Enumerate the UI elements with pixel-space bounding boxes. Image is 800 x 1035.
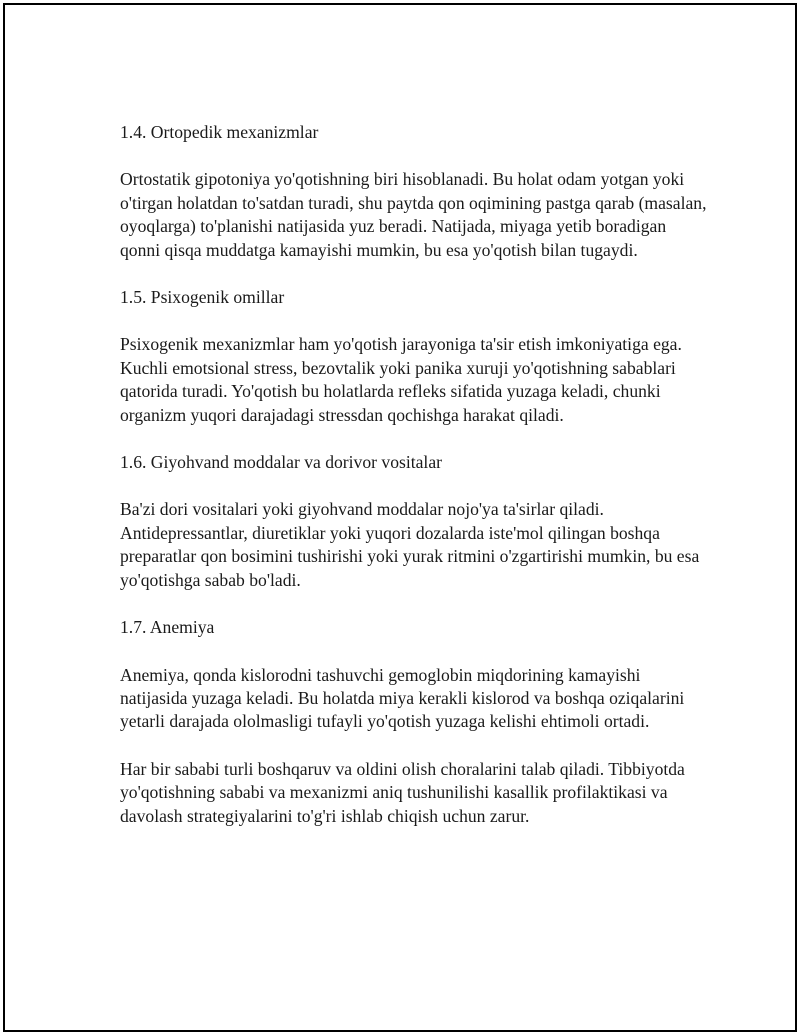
section-heading-1-5: 1.5. Psixogenik omillar <box>120 287 285 308</box>
section-paragraph-1-5: Psixogenik mexanizmlar ham yo'qotish jarayoniga ta'sir etish imkoniyatiga ega. Kuchli emotsional stress, bezovtalik yoki panika xuruji yo'qotishning sabablari qatorida turadi. Yo'qotish bu holatlarda refleks sifatida yuzaga keladi, chunki organizm yuqori darajadagi stressdan qochishga harakat qiladi. <box>120 334 682 425</box>
section-heading-1-4: 1.4. Ortopedik mexanizmlar <box>120 122 319 142</box>
section-heading-1-6: 1.6. Giyohvand moddalar va dorivor vositalar <box>120 452 442 473</box>
conclusion-paragraph: Har bir sababi turli boshqaruv va oldini olish choralarini talab qiladi. Tibbiyotda yo'qotishning sababi va mexanizmi aniq tushunilishi kasallik profilaktikasi va davolash strategiyalarini to'g'ri ishlab chiqish uchun zarur. <box>120 758 685 826</box>
section-paragraph-1-6: Ba'zi dori vositalari yoki giyohvand moddalar nojo'ya ta'sirlar qiladi. Antidepressantlar, diuretiklar yoki yuqori dozalarda iste'mol qilingan boshqa preparatlar qon bosimini tushirishi yoki yurak ritmini o'zgartirishi mumkin, bu esa yo'qotishga sabab bo'ladi. <box>120 499 700 590</box>
section-paragraph-1-7: Anemiya, qonda kislorodni tashuvchi gemoglobin miqdorining kamayishi natijasida yuzaga keladi. Bu holatda miya kerakli kislorod va boshqa oziqalarini yetarli darajada ololmasligi tufayli yo'qotish yuzaga kelishi ehtimoli ortadi. <box>120 664 685 732</box>
section-paragraph-1-4: Ortostatik gipotoniya yo'qotishning biri hisoblanadi. Bu holat odam yotgan yoki o'tirgan holatdan to'satdan turadi, shu paytda qon oqimining pastga qarab (masalan, oyoqlarga) to'planishi natijasida yuz beradi. Natijada, miyaga yetib boradigan qonni qisqa muddatga kamayishi mumkin, bu esa yo'qotish bilan tugaydi. <box>120 169 707 260</box>
document-body <box>120 121 710 828</box>
page-frame <box>3 3 797 1032</box>
section-heading-1-7: 1.7. Anemiya <box>120 617 215 638</box>
